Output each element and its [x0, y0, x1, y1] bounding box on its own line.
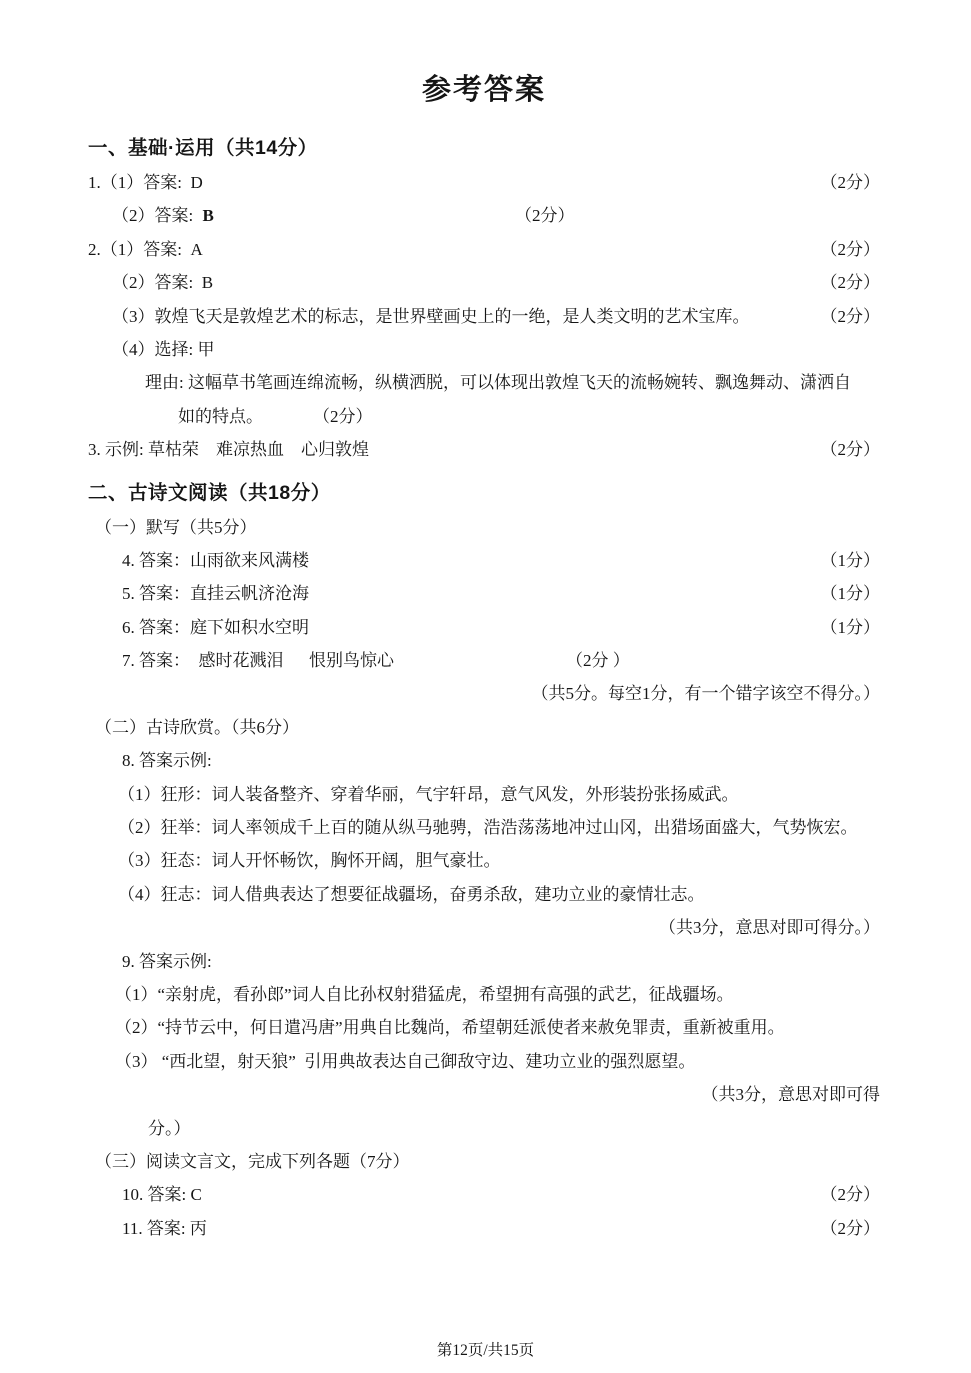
document-line: [88, 711, 880, 744]
line-text: （2）答案: B: [112, 273, 214, 293]
document-line: [88, 544, 880, 577]
page-title: 参考答案: [421, 74, 546, 106]
score-label: （2分）: [820, 306, 880, 326]
score-label: （2分）: [820, 239, 880, 259]
answer-letter: B: [202, 206, 214, 226]
line-text: （2）答案:: [112, 206, 198, 226]
document-line: [88, 233, 880, 266]
line-text: 8. 答案示例:: [122, 751, 212, 771]
document-line: [88, 577, 880, 610]
page-footer: 第12页/共15页: [436, 1342, 535, 1359]
document-line: [88, 433, 880, 466]
document-line: [88, 677, 880, 710]
line-text: （2）“持节云中，何日遣冯唐”用典自比魏尚，希望朝廷派使者来赦免罪责，重新被重用。: [115, 1018, 785, 1038]
document-body: [88, 130, 880, 1245]
document-line: [88, 366, 880, 399]
document-line: [88, 511, 880, 544]
line-text: 一、基础·运用（共14分）: [88, 137, 318, 159]
score-label: （1分）: [820, 584, 880, 604]
line-text: （二）古诗欣赏。（共6分）: [95, 717, 299, 737]
line-text: （1）狂形：词人装备整齐、穿着华丽，气宇轩昂，意气风发，外形装扮张扬威武。: [118, 784, 739, 804]
score-label: （1分）: [820, 550, 880, 570]
document-line: [88, 199, 880, 232]
document-line: [88, 475, 880, 511]
line-text: 6. 答案：庭下如积水空明: [122, 617, 309, 637]
line-text: （三）阅读文言文，完成下列各题（7分）: [95, 1151, 410, 1171]
document-line: [88, 166, 880, 199]
document-line: [88, 878, 880, 911]
score-label: （2分）: [820, 1218, 880, 1238]
line-text: （1）“亲射虎，看孙郎”词人自比孙权射猎猛虎，希望拥有高强的武艺，征战疆场。: [115, 984, 734, 1004]
line-text: 11. 答案: 丙: [122, 1218, 207, 1238]
document-line: [88, 1011, 880, 1044]
score-label: （2分）: [820, 1185, 880, 1205]
line-text: 如的特点。: [178, 406, 263, 426]
line-text: 5. 答案：直挂云帆济沧海: [122, 584, 309, 604]
line-text: 1.（1）答案: D: [88, 173, 203, 192]
document-line: [88, 1045, 880, 1078]
document-line: [88, 644, 880, 677]
line-text: 9. 答案示例:: [122, 951, 212, 971]
line-text: （共3分，意思对即可得分。）: [659, 918, 880, 938]
line-text: 3. 示例: 草枯荣 难凉热血 心归敦煌: [88, 440, 369, 460]
line-text: （3）敦煌飞天是敦煌艺术的标志，是世界壁画史上的一绝，是人类文明的艺术宝库。: [112, 306, 750, 326]
line-text: 理由: 这幅草书笔画连绵流畅，纵横洒脱，可以体现出敦煌飞天的流畅婉转、飘逸舞动、潇洒自: [145, 373, 851, 393]
document-line: [88, 1078, 880, 1111]
document-line: [88, 1145, 880, 1178]
document-line: [88, 1212, 880, 1245]
score-label: （2分）: [515, 206, 575, 226]
document-line: [88, 778, 880, 811]
document-line: [88, 266, 880, 299]
line-text: （共5分。每空1分，有一个错字该空不得分。）: [531, 684, 880, 704]
document-line: [88, 333, 880, 366]
document-line: [88, 1112, 880, 1145]
document-line: [88, 978, 880, 1011]
document-line: [88, 744, 880, 777]
document-line: [88, 911, 880, 944]
line-text: 二、古诗文阅读（共18分）: [88, 481, 331, 504]
document-line: [88, 130, 880, 166]
line-text: 2.（1）答案: A: [88, 239, 203, 259]
line-text: （共3分，意思对即可得: [701, 1085, 880, 1105]
line-text: （2）狂举：词人率领成千上百的随从纵马驰骋，浩浩荡荡地冲过山冈，出猎场面盛大，气势恢宏。: [118, 818, 858, 838]
line-text: （一）默写（共5分）: [95, 517, 257, 537]
score-label: （2分）: [313, 406, 373, 426]
document-line: [88, 1178, 880, 1211]
document-line: [88, 400, 880, 433]
document-line: [88, 844, 880, 877]
line-text: 7. 答案： 感时花溅泪 恨别鸟惊心: [122, 651, 394, 671]
document-line: [88, 945, 880, 978]
score-label: （2分 ）: [566, 651, 630, 671]
document-line: [88, 611, 880, 644]
score-label: （2分）: [820, 273, 880, 293]
document-line: [88, 300, 880, 333]
document-line: [88, 811, 880, 844]
score-label: （2分）: [820, 440, 880, 460]
line-text: 4. 答案：山雨欲来风满楼: [122, 550, 309, 570]
score-label: （2分）: [820, 173, 880, 192]
line-text: （4）选择: 甲: [112, 339, 215, 359]
score-label: （1分）: [820, 617, 880, 637]
line-text: （3） “西北望，射天狼” 引用典故表达自己御敌守边、建功立业的强烈愿望。: [115, 1051, 696, 1071]
line-text: 分。）: [148, 1118, 191, 1138]
line-text: （4）狂志：词人借典表达了想要征战疆场，奋勇杀敌，建功立业的豪情壮志。: [118, 884, 705, 904]
line-text: （3）狂态：词人开怀畅饮，胸怀开阔，胆气豪壮。: [118, 851, 501, 871]
line-text: 10. 答案: C: [122, 1185, 202, 1205]
